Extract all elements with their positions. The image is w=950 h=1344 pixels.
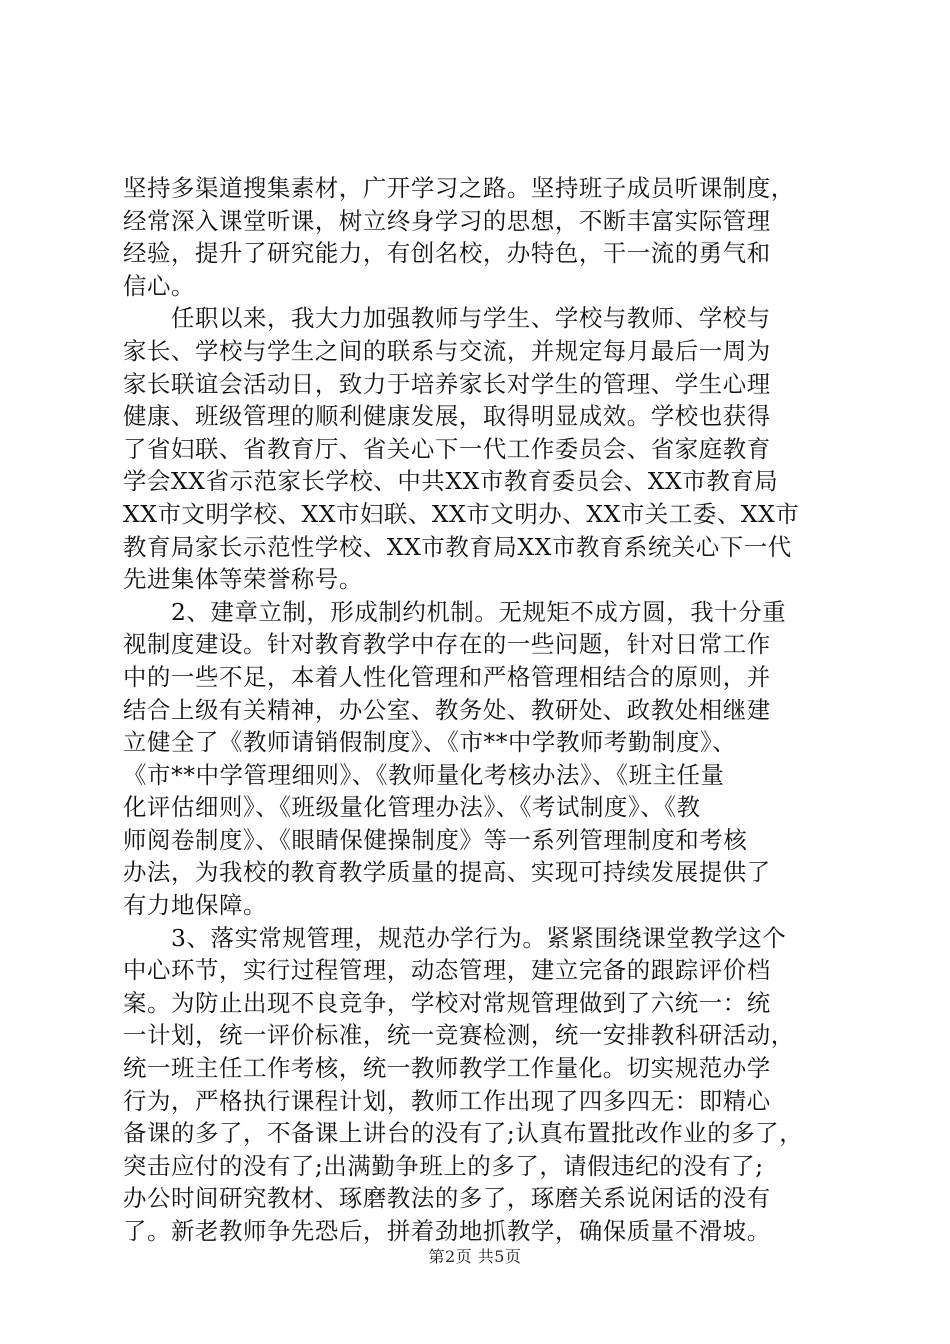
paragraph-line: 有力地保障。 [123,891,267,920]
paragraph-line: 突击应付的没有了;出满勤争班上的多了，请假违纪的没有了; [123,1151,764,1180]
paragraph-line: 统一班主任工作考核，统一教师教学工作量化。切实规范办学 [123,1054,771,1083]
paragraph-line: 《市**中学管理细则》、《教师量化考核办法》、《班主任量 [123,760,725,789]
page-number-footer: 第2页 共5页 [428,1247,522,1266]
paragraph-line: 信心。 [123,271,195,300]
document-body [123,172,835,1248]
paragraph-line: 立健全了《教师请销假制度》、《市**中学教师考勤制度》、 [123,728,737,757]
paragraph-line: 经验，提升了研究能力，有创名校，办特色，干一流的勇气和 [123,239,771,268]
paragraph-line: 了。新老教师争先恐后，拼着劲地抓教学，确保质量不滑坡。 [123,1217,771,1245]
paragraph-line: 家长联谊会活动日，致力于培养家长对学生的管理、学生心理 [123,369,771,398]
paragraph-line: 教育局家长示范性学校、XX市教育局XX市教育系统关心下一代 [123,532,792,561]
paragraph-line: 了省妇联、省教育厅、省关心下一代工作委员会、省家庭教育 [123,434,771,463]
paragraph-line: 办法，为我校的教育教学质量的提高、实现可持续发展提供了 [123,858,771,887]
paragraph-line: 任职以来，我大力加强教师与学生、学校与教师、学校与 [171,304,771,333]
paragraph-line: 师阅卷制度》、《眼睛保健操制度》等一系列管理制度和考核 [123,825,748,854]
paragraph-line: 2、建章立制，形成制约机制。无规矩不成方圆，我十分重 [171,597,787,626]
paragraph-line: XX市文明学校、XX市妇联、XX市文明办、XX市关工委、XX市 [123,499,800,528]
paragraph-line: 案。为防止出现不良竞争，学校对常规管理做到了六统一：统 [123,988,771,1017]
paragraph-line: 结合上级有关精神，办公室、教务处、教研处、政教处相继建 [123,695,771,724]
paragraph-2 [123,302,835,595]
paragraph-line: 坚持多渠道搜集素材，广开学习之路。坚持班子成员听课制度， [123,174,795,202]
paragraph-line: 行为，严格执行课程计划，教师工作出现了四多四无：即精心 [123,1086,771,1115]
paragraph-line: 3、落实常规管理，规范办学行为。紧紧围绕课堂教学这个 [171,923,787,952]
paragraph-line: 化评估细则》、《班级量化管理办法》、《考试制度》、《教 [123,793,701,822]
paragraph-line: 办公时间研究教材、琢磨教法的多了，琢磨关系说闲话的没有 [123,1184,771,1213]
paragraph-line: 中的一些不足，本着人性化管理和严格管理相结合的原则，并 [123,662,771,691]
paragraph-line: 视制度建设。针对教育教学中存在的一些问题，针对日常工作 [123,630,771,659]
paragraph-line: 经常深入课堂听课，树立终身学习的思想，不断丰富实际管理 [123,206,771,235]
paragraph-line: 先进集体等荣誉称号。 [123,565,363,594]
paragraph-line: 家长、学校与学生之间的联系与交流，并规定每月最后一周为 [123,336,771,365]
paragraph-line: 一计划，统一评价标准，统一竞赛检测，统一安排教科研活动， [123,1021,795,1050]
paragraph-1 [123,172,835,302]
paragraph-line: 健康、班级管理的顺利健康发展，取得明显成效。学校也获得 [123,402,771,431]
paragraph-4 [123,922,835,1248]
paragraph-3 [123,596,835,922]
paragraph-line: 学会XX省示范家长学校、中共XX市教育委员会、XX市教育局 [123,467,779,496]
paragraph-line: 备课的多了，不备课上讲台的没有了;认真布置批改作业的多了， [123,1119,804,1148]
paragraph-line: 中心环节，实行过程管理，动态管理，建立完备的跟踪评价档 [123,956,771,985]
